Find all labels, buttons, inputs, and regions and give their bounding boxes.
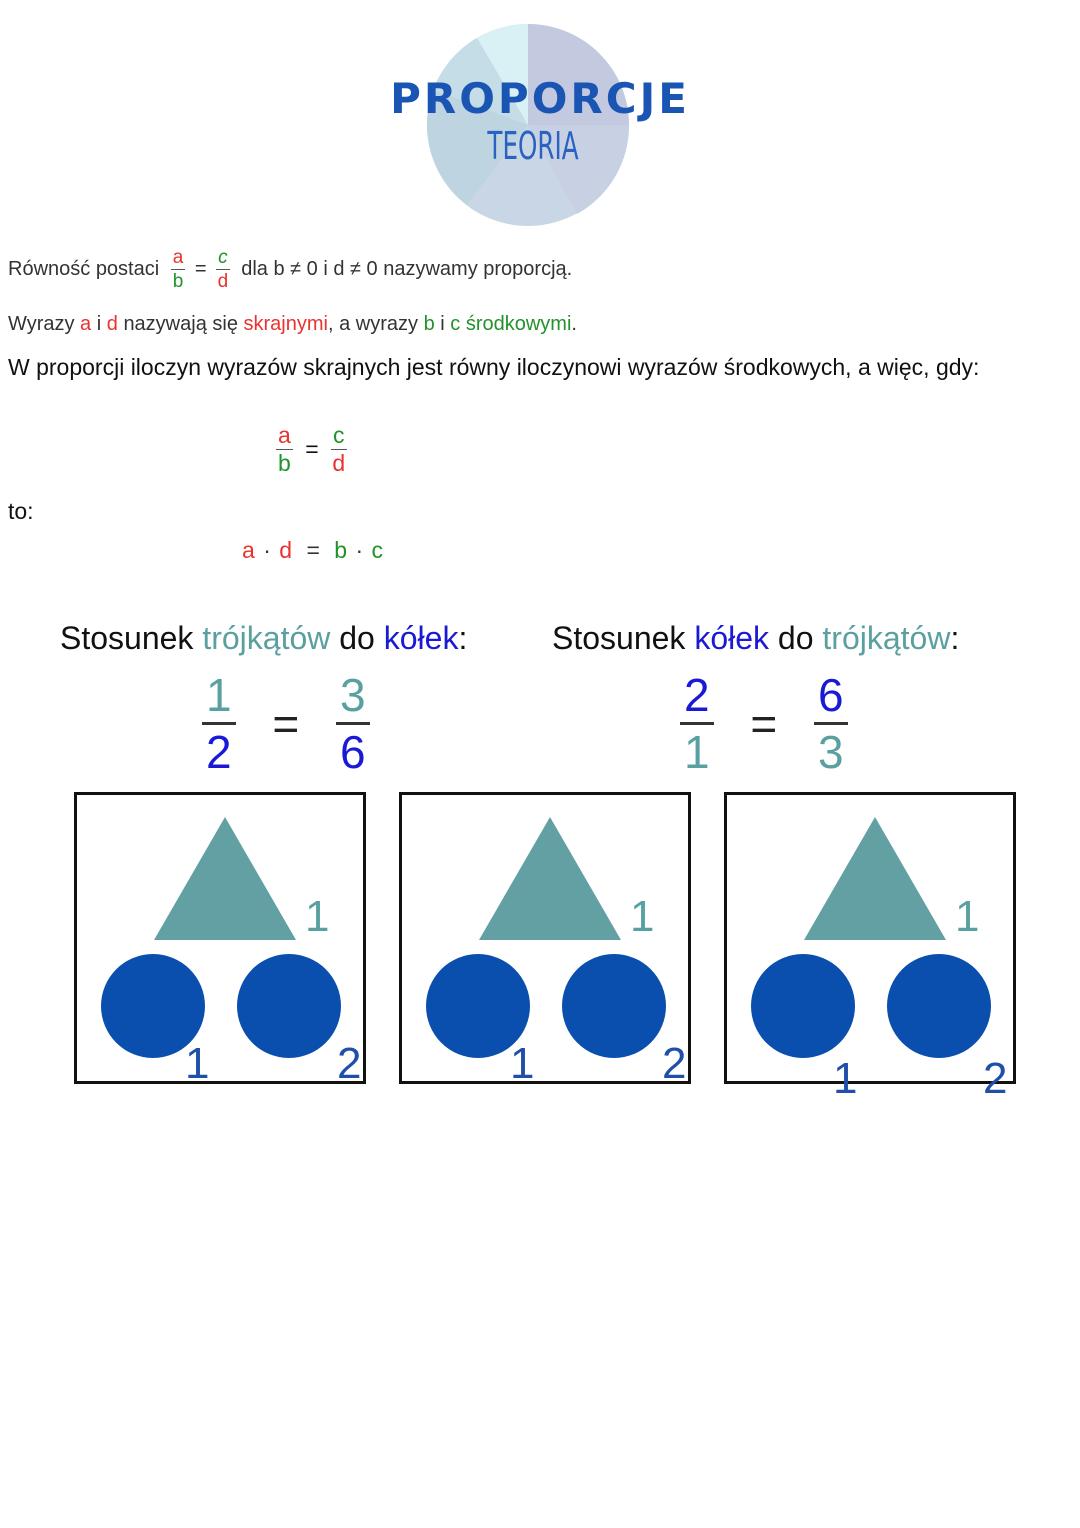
- term-c: c: [450, 313, 461, 335]
- equals-sign: =: [306, 537, 321, 563]
- text: , a wyrazy: [327, 313, 418, 335]
- heading-circles-to-triangles: [552, 620, 959, 657]
- fraction-numerator: c: [333, 422, 345, 448]
- fraction-numerator: 6: [814, 672, 848, 725]
- to-label: to:: [8, 498, 34, 524]
- circle-shape: [887, 954, 991, 1058]
- triangles-word: trójkątów: [822, 620, 951, 656]
- rule-text: W proporcji iloczyn wyrazów skrajnych jest równy iloczynowi wyrazów środkowych, a więc, gdy:: [8, 354, 980, 380]
- fraction-denominator: d: [217, 271, 229, 292]
- text: :: [458, 620, 468, 656]
- circle-shape: [562, 954, 666, 1058]
- text: .: [571, 313, 577, 335]
- triangle-shape: [804, 817, 946, 940]
- fraction-denominator: b: [172, 271, 184, 292]
- definition-line: [8, 248, 572, 291]
- term-b: b: [334, 537, 349, 563]
- fraction-denominator: 3: [818, 726, 844, 778]
- fraction-denominator: 1: [684, 726, 710, 778]
- triangle-shape: [154, 817, 296, 940]
- term-d: d: [279, 537, 294, 563]
- fraction-denominator: b: [278, 450, 291, 476]
- fraction-denominator: d: [332, 450, 346, 476]
- heading-triangles-to-circles: [60, 620, 467, 657]
- middle-terms-label: środkowymi: [465, 313, 572, 335]
- multiply-dot: ·: [263, 537, 272, 563]
- equals-sign: =: [305, 436, 319, 462]
- shape-group-box-1: [74, 792, 366, 1088]
- fraction-numerator: 3: [336, 672, 370, 725]
- text: i: [96, 313, 102, 335]
- text: Stosunek: [60, 620, 194, 656]
- term-d: d: [106, 313, 118, 335]
- multiply-dot: ·: [355, 537, 365, 563]
- fraction-c-d: [331, 424, 347, 475]
- circle-count-label: 1: [185, 1039, 210, 1088]
- extreme-terms-label: skrajnymi: [243, 313, 328, 335]
- text: i: [440, 313, 445, 335]
- circle-count-label: 2: [337, 1039, 362, 1088]
- fraction-a-b: [171, 248, 186, 291]
- triangle-count-label: 1: [955, 892, 980, 941]
- triangles-word: trójkątów: [202, 620, 331, 656]
- triangle-count-label: 1: [630, 892, 655, 941]
- page-title: PROPORCJE: [390, 74, 690, 123]
- text: Stosunek: [552, 620, 686, 656]
- fraction-denominator: 2: [206, 726, 232, 778]
- triangle-count-label: 1: [305, 892, 330, 941]
- definition-condition: dla b ≠ 0 i d ≠ 0 nazywamy proporcją.: [241, 257, 573, 280]
- circles-word: kółek: [694, 620, 770, 656]
- fraction-numerator: 2: [680, 672, 714, 725]
- term-c: c: [371, 537, 385, 563]
- fraction-2-1: [680, 669, 714, 778]
- fraction-denominator: 6: [340, 726, 366, 778]
- equals-sign: =: [194, 257, 207, 280]
- fraction-3-6: [336, 669, 370, 778]
- cross-product-formula: [242, 537, 384, 564]
- shape-group-box-3: [724, 792, 1016, 1103]
- circles-word: kółek: [383, 620, 459, 656]
- fraction-6-3: [814, 669, 848, 778]
- fraction-a-b: [276, 424, 293, 475]
- circle-count-label: 1: [833, 1054, 858, 1103]
- page-subtitle: TEORIA: [487, 124, 579, 168]
- fraction-numerator: 1: [202, 672, 236, 725]
- circle-shape: [751, 954, 855, 1058]
- fraction-c-d: [216, 248, 230, 291]
- circle-count-label: 2: [662, 1039, 687, 1088]
- term-a: a: [242, 537, 256, 563]
- fraction-numerator: a: [278, 422, 291, 448]
- ratio-circles-to-triangles: [680, 669, 848, 778]
- definition-intro: Równość postaci: [8, 257, 160, 280]
- fraction-numerator: a: [172, 247, 184, 268]
- circle-count-label: 2: [983, 1054, 1008, 1103]
- equals-sign: =: [750, 697, 778, 750]
- text: Wyrazy: [8, 313, 75, 335]
- circle-shape: [237, 954, 341, 1058]
- fraction-numerator: c: [218, 247, 228, 268]
- text: do: [339, 620, 375, 656]
- term-a: a: [80, 313, 92, 335]
- text: :: [950, 620, 960, 656]
- triangle-shape: [479, 817, 621, 940]
- term-b: b: [423, 313, 435, 335]
- text: do: [777, 620, 814, 656]
- proportion-formula: [276, 424, 347, 475]
- fraction-1-2: [202, 669, 236, 778]
- ratio-triangles-to-circles: [202, 669, 370, 778]
- text: nazywają się: [123, 313, 238, 335]
- equals-sign: =: [272, 697, 300, 750]
- terms-line: [8, 313, 577, 336]
- circle-count-label: 1: [510, 1039, 535, 1088]
- shape-group-box-2: [399, 792, 691, 1088]
